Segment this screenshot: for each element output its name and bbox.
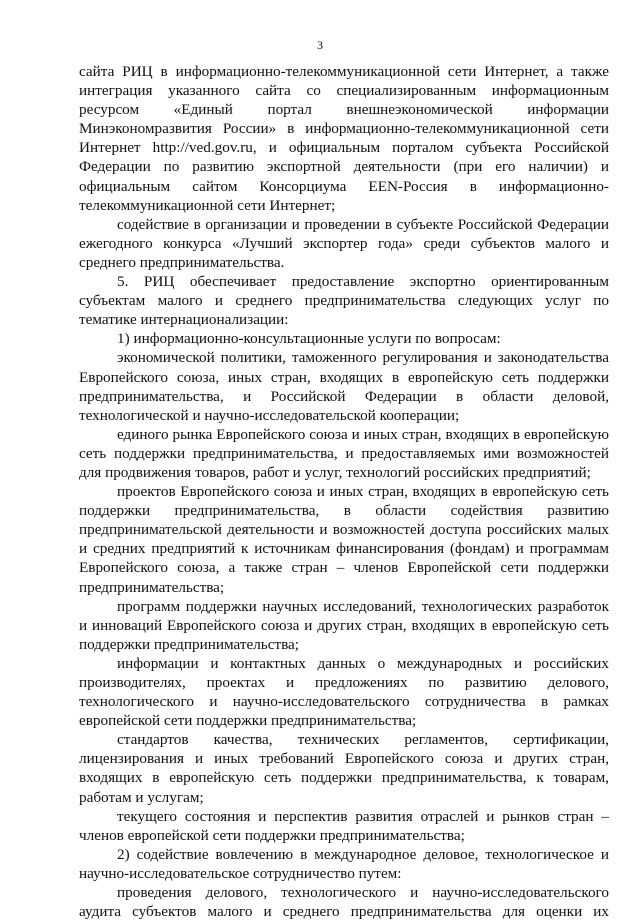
paragraph-audit: проведения делового, технологического и научно-исследовательского аудита субъектов малого и среднего предпринимательства для оценки их: [79, 884, 609, 921]
paragraph-eu-projects: проектов Европейского союза и иных стран, входящих в европейскую сеть поддержки предпринимательства, в области содействия развитию предпринимательской деятельности и возможностей доступа российских малых и средних предприятий к источникам финансирования (фондам) и программам Европейского союза, а также стран – членов Европейской сети поддержки предпринимательства;: [79, 483, 609, 596]
paragraph-contact-information: информации и контактных данных о международных и российских производителях, проектах и предложениях по развитию делового, технологического и научно-исследовательского сотрудничества в рамках европейской сети поддержки предпринимательства;: [79, 654, 609, 730]
page-number: 3: [317, 38, 323, 52]
paragraph-research-programs: программ поддержки научных исследований, технологических разработок и инноваций Европейского союза и других стран, входящих в европейскую сеть поддержки предпринимательства;: [79, 597, 609, 653]
paragraph-exporter-contest: содействие в организации и проведении в субъекте Российской Федерации ежегодного конкурса «Лучший экспортер года» среди субъектов малого и среднего предпринимательства.: [79, 215, 609, 271]
paragraph-international-cooperation: 2) содействие вовлечению в международное деловое, технологическое и научно-исследовательское сотрудничество путем:: [79, 845, 609, 882]
paragraph-ric-services: 5. РИЦ обеспечивает предоставление экспортно ориентированным субъектам малого и среднего предпринимательства следующих услуг по тематике интернационализации:: [79, 273, 609, 329]
paragraph-website-integration: сайта РИЦ в информационно-телекоммуникационной сети Интернет, а также интеграция указанного сайта со специализированным информационным ресурсом «Единый портал внешнеэкономической информации Минэкономразвития России» в информационно-телекоммуникационной сети Интернет http://ved.gov.ru, и официальным порталом субъекта Российской Федерации по развитию экспортной деятельности (при его наличии) и официальным сайтом Консорциума EEN-Россия в информационно-телекоммуникационной сети Интернет;: [79, 63, 609, 214]
paragraph-economic-policy: экономической политики, таможенного регулирования и законодательства Европейского союза, иных стран, входящих в европейскую сеть поддержки предпринимательства, и Российской Федерации в области деловой, технологической и научно-исследовательской кооперации;: [79, 349, 609, 424]
paragraph-single-market: единого рынка Европейского союза и иных стран, входящих в европейскую сеть поддержки предпринимательства, и предоставляемых ими возможностей для продвижения товаров, работ и услуг, технологий российских предприятий;: [79, 425, 609, 481]
paragraph-market-state: текущего состояния и перспектив развития отраслей и рынков стран – членов европейской сети поддержки предпринимательства;: [79, 807, 609, 844]
paragraph-standards: стандартов качества, технических регламентов, сертификации, лицензирования и иных требований Европейского союза и других стран, входящих в европейскую сеть поддержки предпринимательства, к товарам, работам и услугам;: [79, 731, 609, 806]
document-body: [79, 62, 609, 921]
paragraph-consulting-services: 1) информационно-консультационные услуги по вопросам:: [117, 330, 501, 348]
